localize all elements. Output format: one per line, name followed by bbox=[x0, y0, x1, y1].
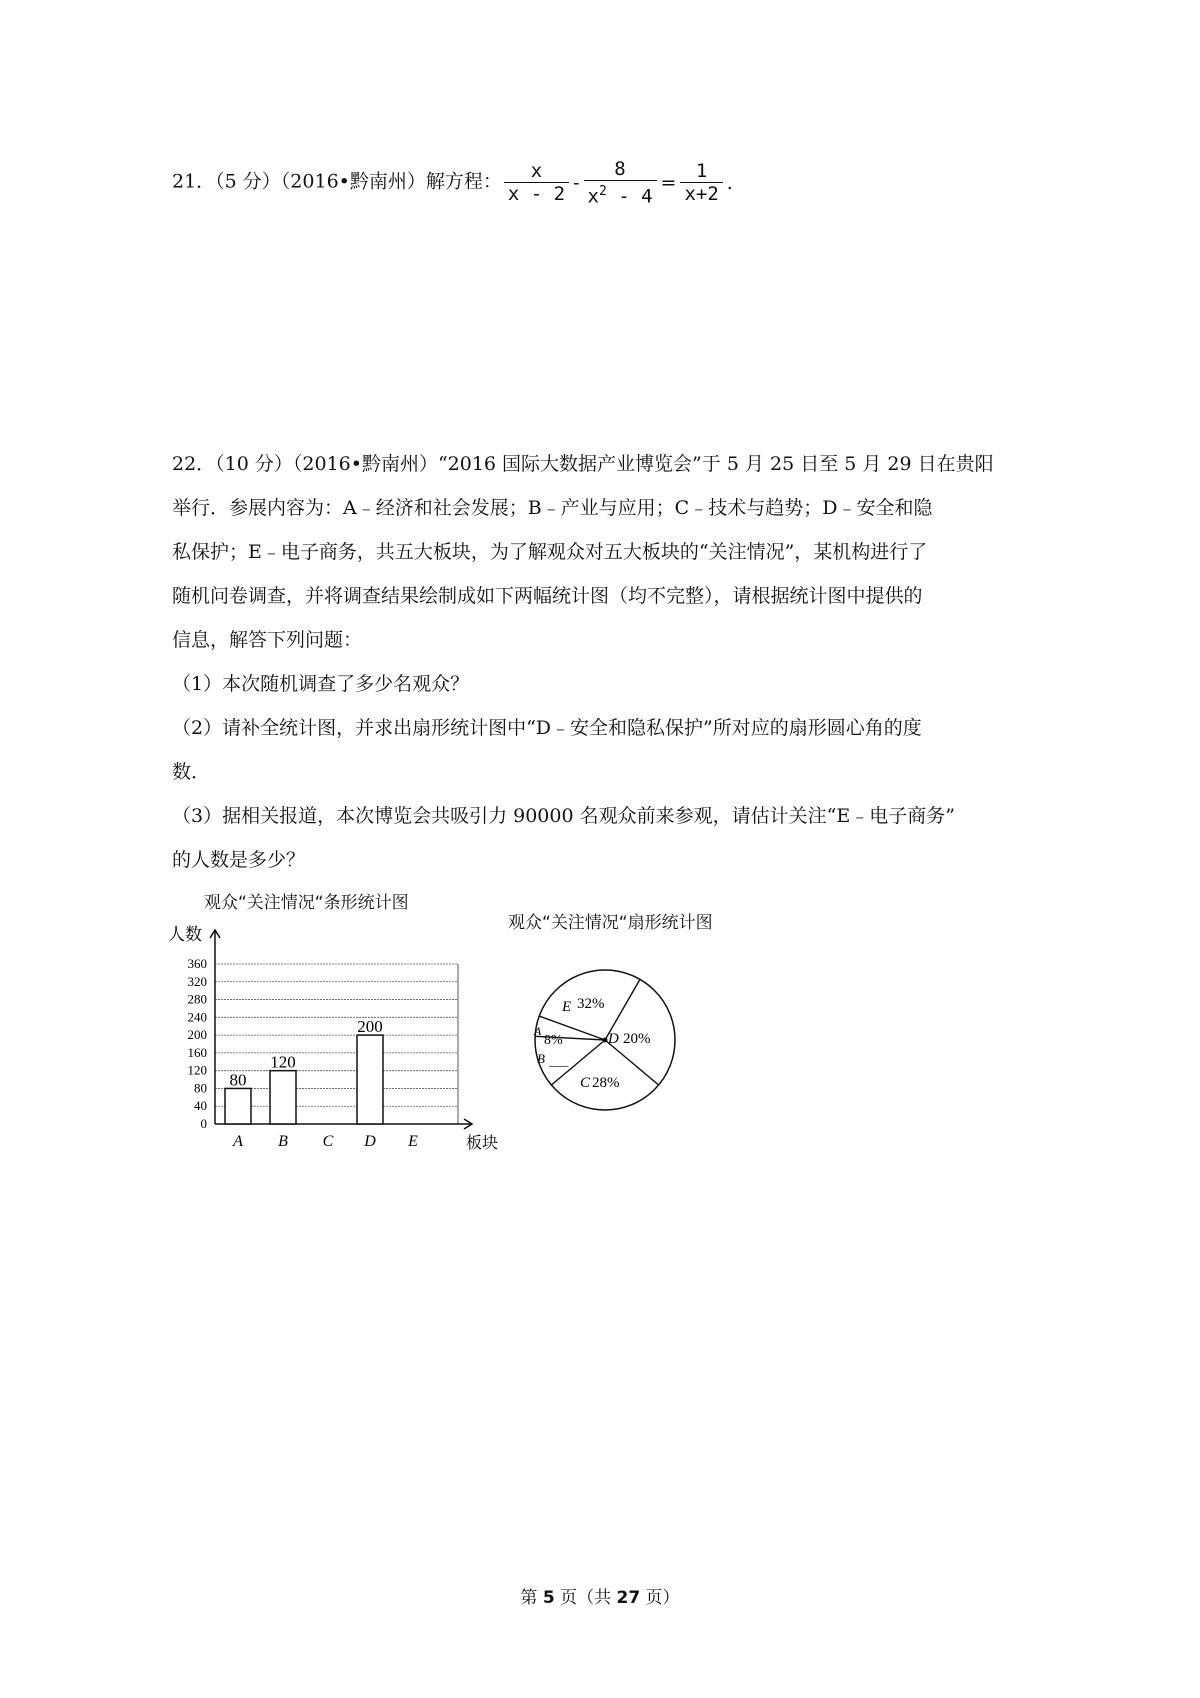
pie-label-A: A bbox=[534, 1024, 542, 1038]
q22-line: 信息，解答下列问题： bbox=[172, 629, 363, 651]
pie-label-C: C bbox=[580, 1075, 591, 1091]
q21-prefix: 21．（5 分）（2016•黔南州）解方程： bbox=[172, 170, 502, 193]
bar-data-label: 200 bbox=[357, 1017, 383, 1037]
y-tick-label: 240 bbox=[187, 1009, 207, 1025]
q22-subquestion-3: （3）据相关报道，本次博览会共吸引力 90000 名观众前来参观，请估计关注“E﹣电子商务” bbox=[172, 805, 955, 827]
q22-line: 私保护；E﹣电子商务，共五大板块，为了解观众对五大板块的“关注情况”，某机构进行了 bbox=[172, 541, 928, 563]
bar-B bbox=[270, 1071, 296, 1124]
question-21: 21．（5 分）（2016•黔南州）解方程： $\frac{x}{x - 2}$ - $\frac{8}{x^2 - 4}$ = $\frac{1}{x+2}$ . bbox=[172, 158, 733, 208]
x-tick-label: E bbox=[408, 1133, 418, 1150]
q22-subquestion-1: （1）本次随机调查了多少名观众？ bbox=[172, 673, 470, 695]
pie-chart-title: 观众“关注情况“扇形统计图 bbox=[508, 913, 713, 933]
page-number: 5 bbox=[542, 1588, 555, 1608]
bar-data-label: 120 bbox=[270, 1052, 296, 1072]
fraction-8-over-x2-minus-4: $\frac{8}{x^2 - 4}$ bbox=[584, 158, 657, 207]
page-total: 27 bbox=[616, 1588, 641, 1608]
pie-value-D: 20% bbox=[623, 1031, 651, 1047]
y-tick-label: 160 bbox=[187, 1044, 207, 1060]
q22-line: 数． bbox=[172, 761, 211, 783]
pie-value-E: 32% bbox=[577, 996, 605, 1012]
y-tick-label: 40 bbox=[194, 1098, 207, 1114]
y-tick-label: 200 bbox=[187, 1027, 207, 1043]
y-tick-label: 360 bbox=[187, 956, 207, 971]
q22-line: 举行．参展内容为：A﹣经济和社会发展；B﹣产业与应用；C﹣技术与趋势；D﹣安全和隐 bbox=[172, 497, 933, 519]
pie-chart bbox=[520, 955, 690, 1125]
bar-A bbox=[225, 1088, 251, 1124]
pie-label-E: E bbox=[562, 999, 572, 1015]
y-tick-label: 280 bbox=[187, 991, 207, 1007]
y-axis-label: 人数 bbox=[168, 925, 202, 944]
bar-chart bbox=[160, 918, 520, 1168]
y-tick-label: 80 bbox=[194, 1080, 207, 1096]
minus-sign: - bbox=[573, 171, 580, 194]
pie-value-B: ___ bbox=[549, 1053, 569, 1068]
fraction-x-over-x-minus-2: $\frac{x}{x - 2}$ bbox=[504, 160, 569, 205]
bar-data-label: 80 bbox=[229, 1070, 247, 1090]
q22-line: 的人数是多少？ bbox=[172, 849, 306, 871]
pie-label-B: B bbox=[537, 1051, 545, 1066]
x-tick-label: D bbox=[364, 1133, 376, 1150]
pie-value-A: 8% bbox=[544, 1033, 563, 1048]
y-tick-label: 0 bbox=[200, 1116, 207, 1131]
fraction-1-over-x-plus-2: $\frac{1}{x+2}$ bbox=[680, 160, 722, 205]
bar-chart-title: 观众“关注情况“条形统计图 bbox=[204, 893, 409, 913]
page-footer: 第 5 页（共 27 页） bbox=[520, 1588, 680, 1608]
equals-sign: = bbox=[660, 171, 677, 194]
q22-line: 随机问卷调查，并将调查结果绘制成如下两幅统计图（均不完整），请根据统计图中提供的 bbox=[172, 585, 923, 607]
y-tick-label: 120 bbox=[187, 1062, 207, 1078]
x-tick-label: B bbox=[278, 1133, 288, 1150]
x-tick-label: C bbox=[322, 1133, 334, 1150]
x-axis-label: 板块 bbox=[466, 1135, 499, 1152]
y-tick-label: 320 bbox=[187, 973, 207, 989]
bar-D bbox=[357, 1035, 383, 1124]
q22-line: 22．（10 分）（2016•黔南州）“2016 国际大数据产业博览会”于 5 月 25 日至 5 月 29 日在贵阳 bbox=[172, 453, 994, 475]
pie-label-D: D bbox=[608, 1031, 619, 1047]
pie-value-C: 28% bbox=[592, 1075, 620, 1091]
q22-subquestion-2: （2）请补全统计图，并求出扇形统计图中“D﹣安全和隐私保护”所对应的扇形圆心角的度 bbox=[172, 717, 922, 739]
x-tick-label: A bbox=[233, 1133, 243, 1150]
pie-center bbox=[603, 1038, 608, 1043]
